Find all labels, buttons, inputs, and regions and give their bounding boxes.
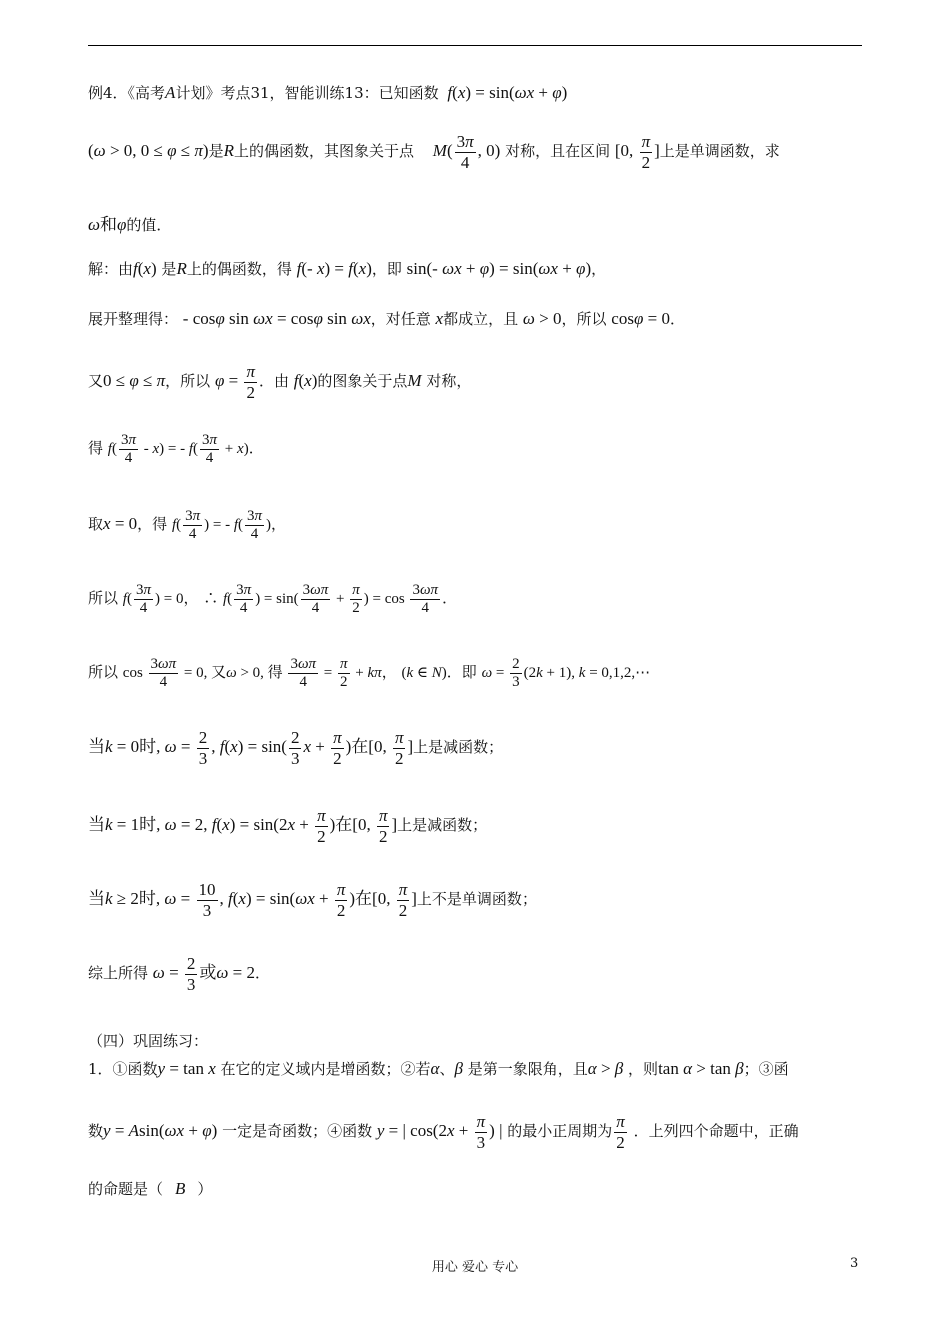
page-number: 3 xyxy=(850,1256,859,1271)
solution-line-4: 得 f( $\frac{3\pi}{4}$ - x) = - f( $\frac{3\pi}{4}$ + x)． xyxy=(88,432,264,467)
practice-q1-line-2: 数y = Asin(ωx + φ) 一定是奇函数；④函数 y = | cos(2x + $\frac{\pi}{3}$ ) | 的最小正周期为 $\frac{\pi}{2}$ ．上列四个命题中，正确 xyxy=(88,1112,799,1152)
solution-line-5: 取x = 0，得 f( $\frac{3\pi}{4}$ ) = - f( $\frac{3\pi}{4}$ )， xyxy=(88,508,287,543)
practice-q1-line-1: 1．①函数y = tan x 在它的定义域内是增函数；②若α、β 是第一象限角，且α > β ，则tan α > tan β；③函 xyxy=(88,1059,789,1078)
practice-heading: （四）巩固练习： xyxy=(88,1032,209,1050)
example-line-1: 例4．《高考A计划》考点31，智能训练13：已知函数 f(x) = sin(ωx + φ) xyxy=(88,83,568,102)
solution-line-3: 又0 ≤ φ ≤ π，所以 φ = $\frac{\pi}{2}$ ．由 f(x)的图象关于点M 对称， xyxy=(88,362,472,402)
footer-text: 用心 爱心 专心 xyxy=(431,1260,519,1275)
practice-q1-line-3: 的命题是（ B ） xyxy=(88,1179,213,1198)
solution-summary: 综上所得 ω = $\frac{2}{3}$ 或ω = 2． xyxy=(88,954,271,994)
solution-case-k0: 当k = 0时, ω = $\frac{2}{3}$ , f(x) = sin( $\frac{2}{3}$ x + $\frac{\pi}{2}$ )在[0, $\frac{\pi}{2}$ ]上是减函数； xyxy=(88,728,504,768)
example-line-2: (ω > 0, 0 ≤ φ ≤ π)是R上的偶函数，其图象关于点 M( $\frac{3\pi}{4}$ , 0) 对称，且在区间 [0, $\frac{\pi}{2}$ ]上是单调函数，求 xyxy=(88,132,780,172)
solution-case-k2: 当k ≥ 2时, ω = $\frac{10}{3}$ , f(x) = sin(ωx + $\frac{\pi}{2}$ )在[0, $\frac{\pi}{2}$ ]上不是单调函数； xyxy=(88,880,537,920)
example-line-3: ω和φ的值． xyxy=(88,215,172,234)
solution-line-1: 解：由f(x) 是R上的偶函数，得 f(- x) = f(x)，即 sin(- ωx + φ) = sin(ωx + φ)， xyxy=(88,259,607,278)
solution-line-2: 展开整理得： - cosφ sin ωx = cosφ sin ωx，对任意 x都成立，且 ω > 0，所以 cosφ = 0． xyxy=(88,309,685,328)
answer-choice: B xyxy=(175,1179,186,1198)
solution-line-7: 所以 cos $\frac{3\omega\pi}{4}$ = 0, 又ω > 0, 得 $\frac{3\omega\pi}{4}$ = $\frac{\pi}{2}$ + kπ， (k ∈ N)．即 ω = $\frac{2}{3}$ (2k + 1), k = 0,1,2,⋯ xyxy=(88,656,651,691)
solution-case-k1: 当k = 1时, ω = 2, f(x) = sin(2x + $\frac{\pi}{2}$ )在[0, $\frac{\pi}{2}$ ]上是减函数； xyxy=(88,806,488,846)
solution-line-6: 所以 f( $\frac{3\pi}{4}$ ) = 0， ∴ f( $\frac{3\pi}{4}$ ) = sin( $\frac{3\omega\pi}{4}$ + $\frac{\pi}{2}$ ) = cos $\frac{3\omega\pi}{4}$ ． xyxy=(88,582,458,617)
header-rule xyxy=(88,45,862,46)
